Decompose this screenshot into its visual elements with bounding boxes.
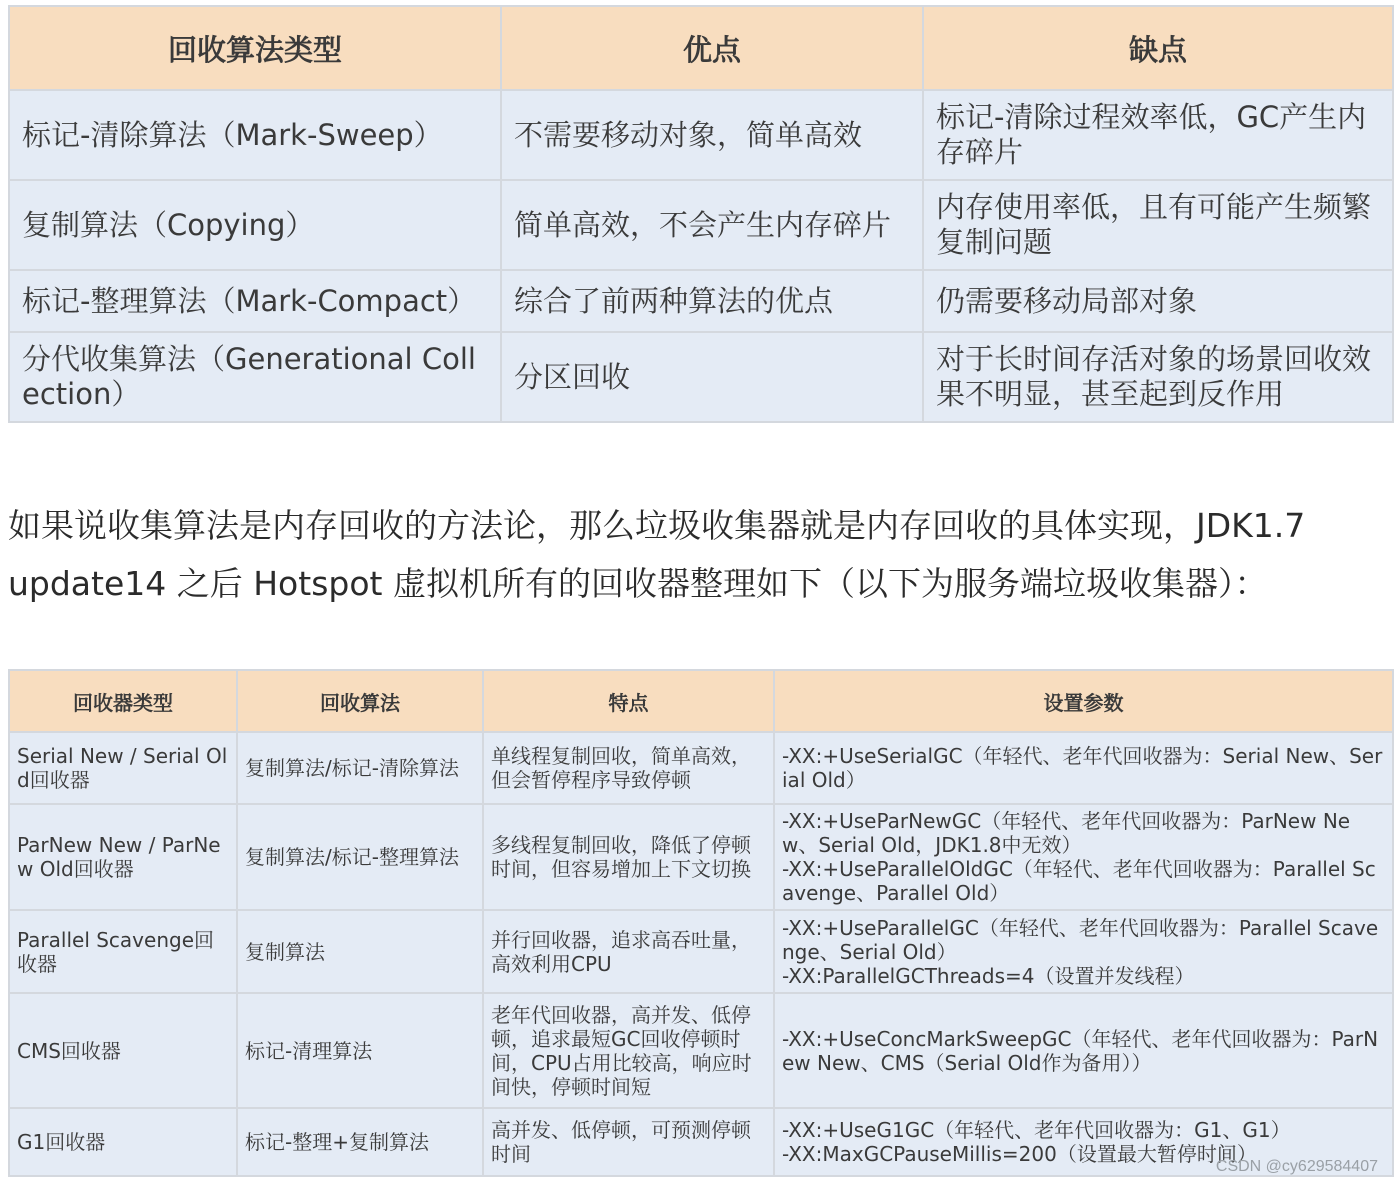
cell-algorithm: 复制算法/标记-清除算法 [237, 732, 483, 804]
csdn-watermark: CSDN @cy629584407 [1215, 1158, 1378, 1175]
table-header-row [9, 6, 1393, 90]
cell-algorithm-type: 复制算法（Copying） [9, 180, 501, 270]
cell-algorithm-type: 标记-整理算法（Mark-Compact） [9, 270, 501, 332]
header-cons: 缺点 [923, 6, 1393, 90]
cell-feature: 并行回收器，追求高吞吐量，高效利用CPU [483, 910, 774, 993]
cell-algorithm: 标记-清理算法 [237, 993, 483, 1108]
table-row [9, 732, 1393, 804]
cell-algorithm: 复制算法/标记-整理算法 [237, 804, 483, 910]
gc-collector-table [8, 669, 1394, 1177]
cell-algorithm: 标记-整理+复制算法 [237, 1108, 483, 1176]
cell-params [774, 732, 1393, 804]
header-pros: 优点 [501, 6, 923, 90]
param-line: -XX:+UseG1GC（年轻代、老年代回收器为：G1、G1） [782, 1118, 1291, 1142]
cell-collector: CMS回收器 [9, 993, 237, 1108]
cell-params [774, 910, 1393, 993]
table-row [9, 270, 1393, 332]
param-line: -XX:ParallelGCThreads=4（设置并发线程） [782, 963, 1195, 988]
table-row [9, 993, 1393, 1108]
cell-collector: Parallel Scavenge回收器 [9, 910, 237, 993]
param-line: -XX:+UseParallelGC（年轻代、老年代回收器为：Parallel Scavenge、Serial Old） [782, 915, 1379, 964]
header-collector-type: 回收器类型 [9, 670, 237, 732]
table-row [9, 90, 1393, 180]
header-feature: 特点 [483, 670, 774, 732]
cell-cons: 仍需要移动局部对象 [923, 270, 1393, 332]
table-row [9, 1108, 1393, 1176]
cell-feature: 高并发、低停顿，可预测停顿时间 [483, 1108, 774, 1176]
header-params: 设置参数 [774, 670, 1393, 732]
param-line: -XX:+UseParNewGC（年轻代、老年代回收器为：ParNew New、Serial Old，JDK1.8中无效） [782, 809, 1351, 857]
cell-feature: 老年代回收器，高并发、低停顿，追求最短GC回收停顿时间，CPU占用比较高，响应时间快，停顿时间短 [483, 993, 774, 1108]
cell-algorithm-type: 标记-清除算法（Mark-Sweep） [9, 90, 501, 180]
table-header-row [9, 670, 1393, 732]
cell-pros: 简单高效，不会产生内存碎片 [501, 180, 923, 270]
table-row [9, 910, 1393, 993]
cell-params [774, 804, 1393, 910]
cell-feature: 多线程复制回收，降低了停顿时间，但容易增加上下文切换 [483, 804, 774, 910]
param-line: -XX:+UseSerialGC（年轻代、老年代回收器为：Serial New、Serial Old） [782, 744, 1383, 792]
table-row [9, 180, 1393, 270]
cell-cons: 内存使用率低，且有可能产生频繁复制问题 [923, 180, 1393, 270]
cell-collector: ParNew New / ParNew Old回收器 [9, 804, 237, 910]
cell-algorithm: 复制算法 [237, 910, 483, 993]
cell-feature: 单线程复制回收，简单高效，但会暂停程序导致停顿 [483, 732, 774, 804]
header-algorithm-type: 回收算法类型 [9, 6, 501, 90]
header-algorithm: 回收算法 [237, 670, 483, 732]
table-row [9, 332, 1393, 422]
param-line: -XX:+UseParallelOldGC（年轻代、老年代回收器为：Parallel Scavenge、Parallel Old） [782, 857, 1376, 905]
cell-algorithm-type: 分代收集算法（Generational Collection） [9, 332, 501, 422]
intro-paragraph: 如果说收集算法是内存回收的方法论，那么垃圾收集器就是内存回收的具体实现，JDK1.7 update14 之后 Hotspot 虚拟机所有的回收器整理如下（以下为服务端垃圾收集器）： [8, 506, 1306, 603]
cell-pros: 不需要移动对象，简单高效 [501, 90, 923, 180]
param-line: -XX:MaxGCPauseMillis=200（设置最大暂停时间） [782, 1142, 1257, 1166]
param-line: -XX:+UseConcMarkSweepGC（年轻代、老年代回收器为：ParNew New、CMS（Serial Old作为备用）） [782, 1026, 1379, 1075]
cell-collector: Serial New / Serial Old回收器 [9, 732, 237, 804]
cell-collector: G1回收器 [9, 1108, 237, 1176]
cell-cons: 标记-清除过程效率低，GC产生内存碎片 [923, 90, 1393, 180]
cell-pros: 综合了前两种算法的优点 [501, 270, 923, 332]
gc-algorithm-table [8, 5, 1394, 423]
cell-cons: 对于长时间存活对象的场景回收效果不明显，甚至起到反作用 [923, 332, 1393, 422]
table-row [9, 804, 1393, 910]
cell-pros: 分区回收 [501, 332, 923, 422]
cell-params [774, 993, 1393, 1108]
